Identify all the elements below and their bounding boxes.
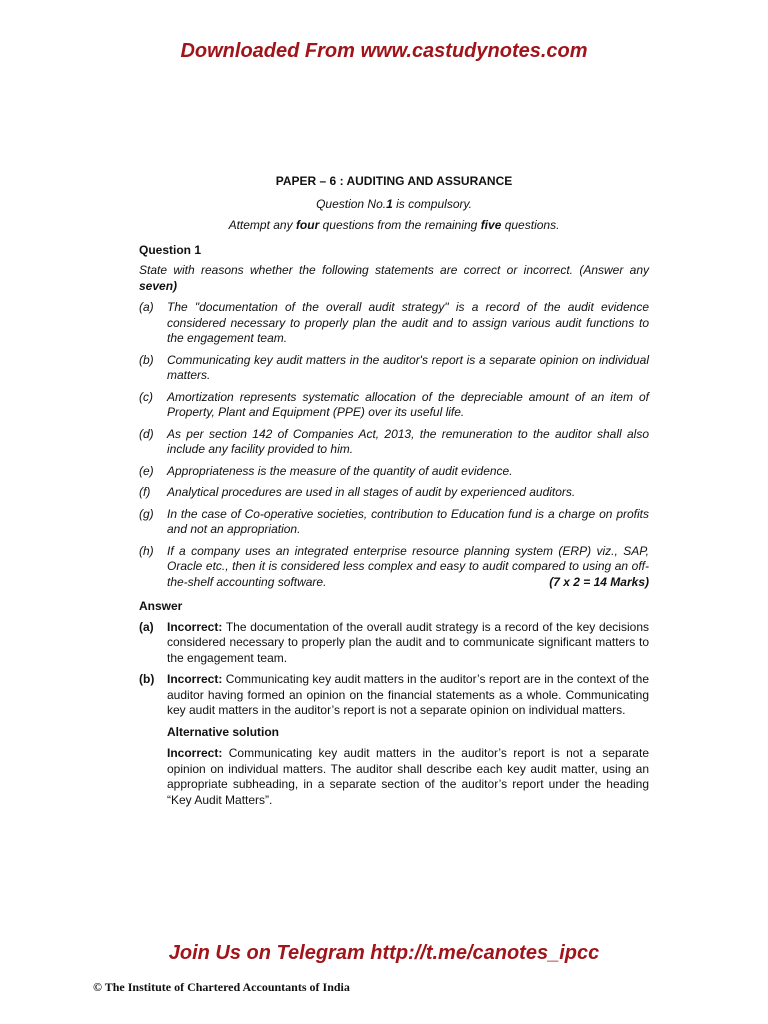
download-banner: Downloaded From www.castudynotes.com	[180, 40, 588, 62]
paper-title: PAPER – 6 : AUDITING AND ASSURANCE	[275, 174, 513, 188]
question-instruction: State with reasons whether the following statements are correct or incorrect. (Answer any seven)	[139, 263, 649, 293]
item-text: The "documentation of the overall audit strategy" is a record of the audit evidence considered necessary to properly plan the audit and to assign various audit functions to the engagement team.	[167, 300, 649, 345]
item-label: (b)	[139, 352, 154, 367]
document-body	[139, 174, 649, 808]
verdict: Incorrect:	[167, 672, 223, 686]
alternative-text: Incorrect: Communicating key audit matters in the auditor’s report is not a separate opinion on individual matters. The auditor shall describe each key audit matter, using an appropriate subheading, in a separate section of the auditor’s report under the heading “Key Audit Matters”.	[167, 746, 649, 807]
telegram-banner: Join Us on Telegram http://t.me/canotes_ipcc	[168, 942, 600, 964]
verdict: Incorrect:	[167, 746, 223, 760]
item-label: (f)	[139, 485, 151, 499]
item-label: (g)	[139, 506, 154, 521]
marks-allocation: (7 x 2 = 14 Marks)	[549, 574, 649, 589]
item-label: (a)	[139, 300, 154, 314]
question-item	[139, 507, 649, 538]
answer-item	[139, 672, 649, 719]
item-text: As per section 142 of Companies Act, 2013, the remuneration to the auditor shall also include any facility provided to him.	[167, 426, 649, 456]
question-item	[139, 464, 649, 480]
question-item	[139, 485, 649, 501]
answer-text: Incorrect: The documentation of the overall audit strategy is a record of the key decisions considered necessary to properly plan the audit and to communicate significant matters to the engagement team.	[167, 619, 649, 665]
answer-heading: Answer	[139, 599, 183, 613]
item-label: (d)	[139, 426, 154, 441]
item-text: In the case of Co-operative societies, contribution to Education fund is a charge on profits and not an appropriation.	[167, 506, 649, 536]
verdict: Incorrect:	[167, 619, 223, 634]
question-heading: Question 1	[139, 242, 202, 257]
question-item	[139, 390, 649, 421]
item-label: (e)	[139, 463, 154, 478]
item-label: (h)	[139, 543, 154, 558]
attempt-note: Attempt any four questions from the remaining five questions.	[228, 218, 560, 232]
item-text: Appropriateness is the measure of the quantity of audit evidence.	[167, 463, 513, 478]
question-item	[139, 544, 649, 591]
item-label: (a)	[139, 619, 154, 634]
copyright-footer: © The Institute of Chartered Accountants of India	[93, 980, 350, 994]
item-label: (c)	[139, 389, 153, 404]
question-item	[139, 300, 649, 347]
compulsory-note: Question No.1 is compulsory.	[316, 196, 472, 211]
item-text: If a company uses an integrated enterprise resource planning system (ERP) viz., SAP, Oracle etc., then it is considered less complex and easy to audit compared to using an off-the-shelf accounting software. (7 x 2 = 14 Marks)	[167, 543, 649, 589]
alternative-solution	[167, 725, 649, 809]
alternative-heading: Alternative solution	[167, 724, 280, 739]
item-label: (b)	[139, 672, 155, 686]
item-text: Analytical procedures are used in all stages of audit by experienced auditors.	[167, 485, 576, 499]
item-text: Communicating key audit matters in the auditor's report is a separate opinion on individual matters.	[167, 352, 649, 382]
question-item	[139, 353, 649, 384]
question-item	[139, 427, 649, 458]
answer-item	[139, 620, 649, 667]
answer-text: Incorrect: Communicating key audit matters in the auditor’s report are in the context of the auditor having formed an opinion on the financial statements as a whole. Communicating key audit matters in the auditor’s report is not a separate opinion on individual matters.	[167, 672, 649, 717]
item-text: Amortization represents systematic allocation of the depreciable amount of an item of Property, Plant and Equipment (PPE) over its useful life.	[167, 389, 649, 419]
